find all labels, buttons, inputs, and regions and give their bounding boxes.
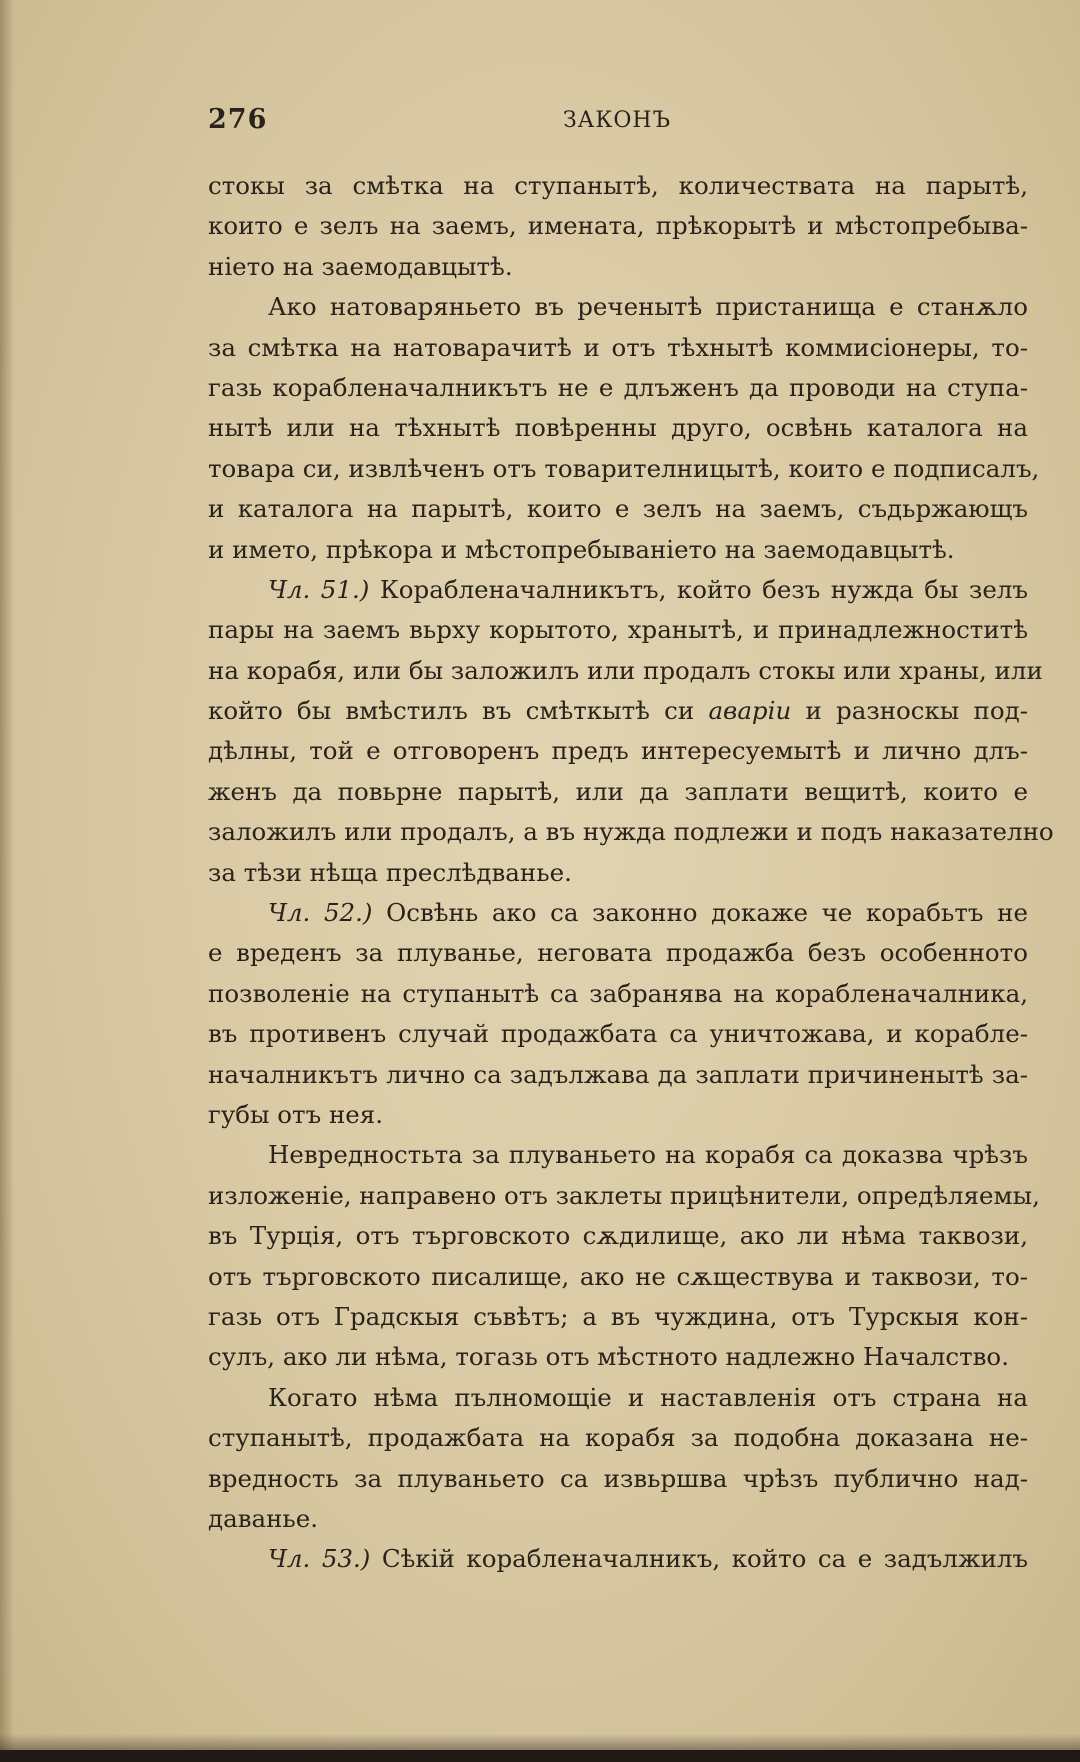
paragraph xyxy=(208,1135,1040,1377)
text-line: женъ да повьрне парытѣ, или да заплати вещитѣ, които е xyxy=(208,776,1028,806)
text-line: ступанытѣ, продажбата на корабя за подобна доказана не- xyxy=(208,1423,1028,1453)
text-line: които е зелъ на заемъ, имената, прѣкорытѣ и мѣстопребыва- xyxy=(208,211,1028,241)
text-line: заложилъ или продалъ, а въ нужда подлежи и подъ наказателно xyxy=(208,817,1054,847)
text-line: на корабя, или бы заложилъ или продалъ стокы или храны, или xyxy=(208,655,1043,685)
article-52 xyxy=(208,893,1028,1135)
text-line: въ противенъ случай продажбата са уничтожава, и корабле- xyxy=(208,1019,1028,1049)
article-number: Чл. 52.) xyxy=(268,898,373,928)
text-line: Невредностьта за плуваньето на корабя са доказва чрѣзъ xyxy=(268,1140,1028,1170)
page-number: 276 xyxy=(208,104,268,135)
text-line: позволеніе на ступанытѣ са забранява на корабленачалника, xyxy=(208,978,1028,1008)
text-line: началникътъ лично са задължава да заплати причиненытѣ за- xyxy=(208,1059,1028,1089)
italic-term: аваріи xyxy=(708,696,792,726)
text-line: стокы за смѣтка на ступанытѣ, количествата на парытѣ, xyxy=(208,171,1028,200)
text-line: въ Турція, отъ търговското сѫдилище, ако ли нѣма таквози, xyxy=(208,1221,1028,1251)
article-51 xyxy=(208,570,1054,893)
running-head xyxy=(208,104,1026,144)
text-line: отъ търговското писалище, ако не сѫществува и таквози, то- xyxy=(208,1261,1028,1291)
text-line xyxy=(208,570,1028,610)
text-line: дѣлны, той е отговоренъ предъ интересуемытѣ и лично длъ- xyxy=(208,736,1028,766)
text-line xyxy=(208,1539,1028,1579)
text-line: сулъ, ако ли нѣма, тогазь отъ мѣстното надлежно Началство. xyxy=(208,1342,1009,1372)
article-number: Чл. 53.) xyxy=(268,1544,371,1574)
line-part: който бы вмѣстилъ въ смѣткытѣ си xyxy=(208,696,709,726)
article-text: Освѣнь ако са законно докаже че корабьтъ не xyxy=(386,898,1028,928)
text-line: Когато нѣма пълномощіе и наставленія отъ страна на xyxy=(268,1382,1028,1412)
page-title: ЗАКОНЪ xyxy=(562,108,672,133)
text-line: товара си, извлѣченъ отъ товарителницытѣ, които е подписалъ, xyxy=(208,453,1040,483)
paragraph xyxy=(208,1378,1028,1540)
page-left-edge-shadow xyxy=(0,0,14,1762)
text-line: губы отъ нея. xyxy=(208,1099,384,1129)
text-line: ніето на заемодавцытѣ. xyxy=(208,251,513,281)
article-53 xyxy=(208,1539,1028,1579)
text-line: за тѣзи нѣща преслѣдванье. xyxy=(208,857,572,887)
text-line: Ако натоваряньето въ реченытѣ пристанища е станѫло xyxy=(268,292,1028,322)
text-line: нытѣ или на тѣхнытѣ повѣренны друго, освѣнь каталога на xyxy=(208,413,1028,443)
paragraph xyxy=(208,287,1040,570)
text-line: за смѣтка на натоварачитѣ и отъ тѣхнытѣ коммисіонеры, то- xyxy=(208,332,1028,362)
text-line: вредность за плуваньето са извьршва чрѣзъ публично над- xyxy=(208,1463,1028,1493)
text-line: газь отъ Градскыя съвѣтъ; а въ чуждина, отъ Турскыя кон- xyxy=(208,1301,1028,1331)
paragraph xyxy=(208,166,1028,287)
text-line: газь корабленачалникътъ не е длъженъ да проводи на ступа- xyxy=(208,372,1028,402)
article-number: Чл. 51.) xyxy=(268,574,370,604)
text-line: изложеніе, направено отъ заклеты прицѣнители, опредѣляемы, xyxy=(208,1180,1040,1210)
text-line: даванье. xyxy=(208,1503,319,1533)
text-line: пары на заемъ вьрху корытото, хранытѣ, и принадлежноститѣ xyxy=(208,615,1028,645)
article-text: Сѣкій корабленачалникъ, който са е задължилъ xyxy=(381,1544,1028,1574)
text-line xyxy=(208,691,1028,731)
text-line: и името, прѣкора и мѣстопребываніето на заемодавцытѣ. xyxy=(208,534,955,564)
article-text: Корабленачалникътъ, който безъ нужда бы зелъ xyxy=(379,574,1028,604)
page-bottom-edge-shadow xyxy=(0,1734,1080,1762)
body-text xyxy=(208,166,1054,1580)
line-part: и разноскы под- xyxy=(791,696,1028,726)
text-line: е вреденъ за плуванье, неговата продажба безъ особенното xyxy=(208,938,1028,968)
text-line xyxy=(208,893,1028,933)
text-line: и каталога на парытѣ, които е зелъ на заемъ, съдьржающъ xyxy=(208,494,1028,524)
